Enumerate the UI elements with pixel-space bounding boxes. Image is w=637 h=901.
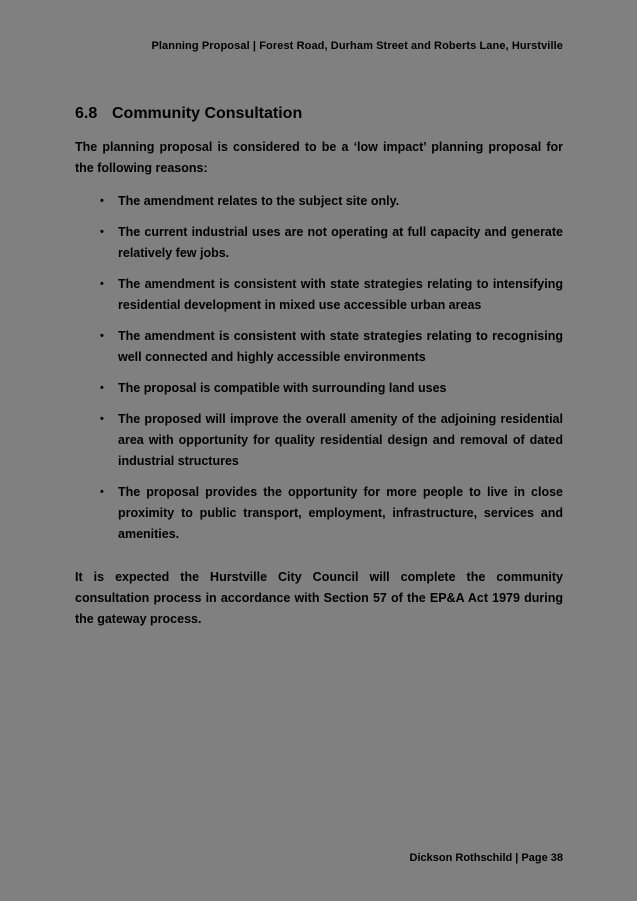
- bullet-icon: •: [100, 195, 104, 207]
- section-title: Community Consultation: [112, 105, 303, 122]
- page-header: [75, 0, 563, 53]
- list-item: [75, 274, 563, 316]
- list-item-text: The current industrial uses are not operating at full capacity and generate relatively few jobs.: [118, 225, 563, 260]
- bullet-icon: •: [100, 226, 104, 238]
- list-item-text: The amendment is consistent with state strategies relating to intensifying residential development in mixed use accessible urban areas: [118, 277, 563, 312]
- list-item: [75, 482, 563, 545]
- bullet-list: [75, 179, 563, 545]
- list-item: [75, 191, 563, 212]
- list-item: [75, 222, 563, 264]
- list-item: [75, 326, 563, 368]
- list-item: [75, 409, 563, 472]
- list-item: [75, 378, 563, 399]
- intro-paragraph: The planning proposal is considered to be a ‘low impact’ planning proposal for the following reasons:: [75, 140, 563, 175]
- list-item-text: The proposed will improve the overall amenity of the adjoining residential area with opportunity for quality residential design and removal of dated industrial structures: [118, 412, 563, 468]
- list-item-text: The proposal provides the opportunity for more people to live in close proximity to public transport, employment, infrastructure, services and amenities.: [118, 485, 563, 541]
- list-item-text: The amendment relates to the subject site only.: [118, 194, 400, 208]
- closing-paragraph: It is expected the Hurstville City Council will complete the community consultation process in accordance with Section 57 of the EP&A Act 1979 during the gateway process.: [75, 570, 563, 626]
- footer-text: Dickson Rothschild | Page 38: [409, 852, 563, 864]
- bullet-icon: •: [100, 382, 104, 394]
- bullet-icon: •: [100, 486, 104, 498]
- header-title: Planning Proposal | Forest Road, Durham Street and Roberts Lane, Hurstville: [151, 40, 563, 52]
- section-number: 6.8: [75, 105, 98, 122]
- list-item-text: The amendment is consistent with state strategies relating to recognising well connected and highly accessible environments: [118, 329, 563, 364]
- list-item-text: The proposal is compatible with surrounding land uses: [118, 381, 447, 395]
- section-heading: [75, 53, 563, 123]
- page-footer: [410, 852, 563, 865]
- bullet-icon: •: [100, 330, 104, 342]
- bullet-icon: •: [100, 413, 104, 425]
- bullet-icon: •: [100, 278, 104, 290]
